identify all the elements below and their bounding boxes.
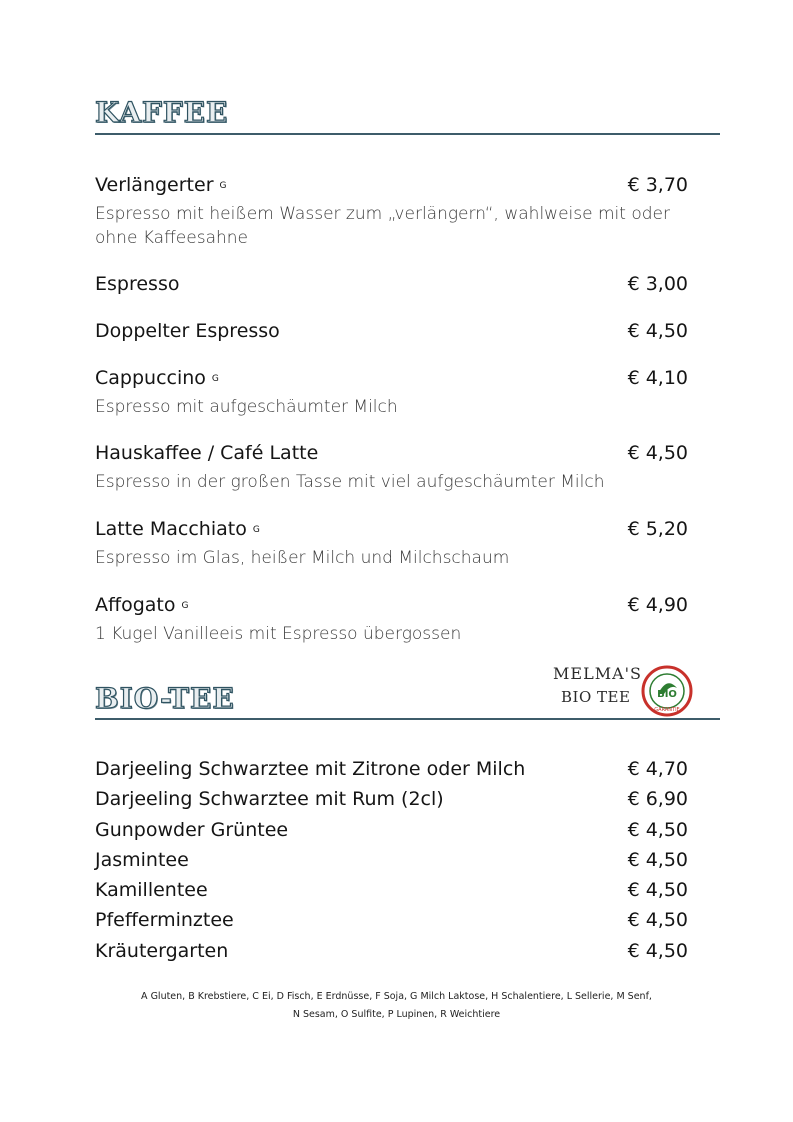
tea-price: € 4,50 (627, 939, 688, 962)
tea-price: € 4,70 (627, 758, 688, 780)
section-title-kaffee: KAFFEE (95, 96, 229, 129)
item-description: Espresso in der großen Tasse mit viel aufgeschäumter Milch (95, 472, 605, 492)
item-name: Verlängerter (95, 174, 214, 196)
menu-item (95, 320, 688, 346)
item-name: Cappuccino (95, 367, 206, 389)
logo-text-line2: BIO TEE (561, 688, 631, 706)
allergen-code: G (181, 600, 189, 611)
menu-item (95, 518, 688, 570)
item-name: Affogato (95, 594, 176, 616)
item-price: € 4,90 (627, 594, 688, 616)
item-price: € 3,70 (627, 174, 688, 196)
tea-name: Kamillentee (95, 879, 208, 902)
footnote-line: N Sesam, O Sulfite, P Lupinen, R Weichtiere (292, 1009, 501, 1020)
tea-price: € 6,90 (627, 788, 688, 811)
allergen-code: G (219, 180, 227, 191)
menu-item (95, 367, 688, 419)
section-title-bio-tee: BIO-TEE (95, 682, 235, 715)
allergen-code: G (211, 373, 219, 384)
item-description: Espresso mit aufgeschäumter Milch (95, 397, 398, 417)
tea-list (95, 758, 688, 970)
section-divider-bio-tee (95, 718, 720, 720)
item-price: € 5,20 (627, 518, 688, 540)
item-name: Doppelter Espresso (95, 320, 280, 342)
tea-name: Kräutergarten (95, 939, 229, 962)
footnote-line: A Gluten, B Krebstiere, C Ei, D Fisch, E Erdnüsse, F Soja, G Milch Laktose, H Schalentiere, L Sellerie, M Senf, (141, 991, 652, 1002)
menu-item (95, 442, 688, 494)
menu-item (95, 594, 688, 646)
tea-name: Gunpowder Grüntee (95, 818, 289, 841)
list-item (95, 788, 688, 818)
item-price: € 3,00 (627, 273, 688, 295)
item-name: Espresso (95, 273, 180, 295)
allergen-code: G (252, 524, 260, 535)
item-name: Hauskaffee / Café Latte (95, 442, 319, 464)
svg-text:GARANTIE: GARANTIE (654, 707, 680, 713)
list-item (95, 909, 688, 939)
section-divider-kaffee (95, 133, 720, 135)
melmas-bio-tee-logo (548, 662, 708, 714)
item-price: € 4,50 (627, 320, 688, 342)
list-item (95, 758, 688, 788)
list-item (95, 849, 688, 879)
tea-price: € 4,50 (627, 909, 688, 932)
allergen-footnote (80, 988, 713, 1024)
bio-garantie-badge-icon (640, 664, 694, 718)
tea-name: Pfefferminztee (95, 909, 234, 932)
tea-name: Darjeeling Schwarztee mit Zitrone oder Milch (95, 758, 526, 780)
menu-item (95, 273, 688, 299)
menu-item (95, 174, 688, 250)
tea-name: Jasmintee (95, 848, 189, 871)
item-description: Espresso im Glas, heißer Milch und Milchschaum (95, 548, 510, 568)
item-description: 1 Kugel Vanilleeis mit Espresso übergossen (95, 624, 462, 644)
tea-name: Darjeeling Schwarztee mit Rum (2cl) (95, 788, 444, 811)
tea-price: € 4,50 (627, 879, 688, 902)
item-price: € 4,10 (627, 367, 688, 389)
item-price: € 4,50 (627, 442, 688, 464)
list-item (95, 940, 688, 970)
item-description: Espresso mit heißem Wasser zum „verlängern“, wahlweise mit oder ohne Kaffeesahne (95, 204, 670, 248)
tea-price: € 4,50 (627, 818, 688, 841)
tea-price: € 4,50 (627, 848, 688, 871)
list-item (95, 879, 688, 909)
svg-text:BIO: BIO (657, 689, 677, 700)
logo-text-line1: MELMA'S (553, 664, 642, 683)
list-item (95, 819, 688, 849)
item-name: Latte Macchiato (95, 518, 247, 540)
